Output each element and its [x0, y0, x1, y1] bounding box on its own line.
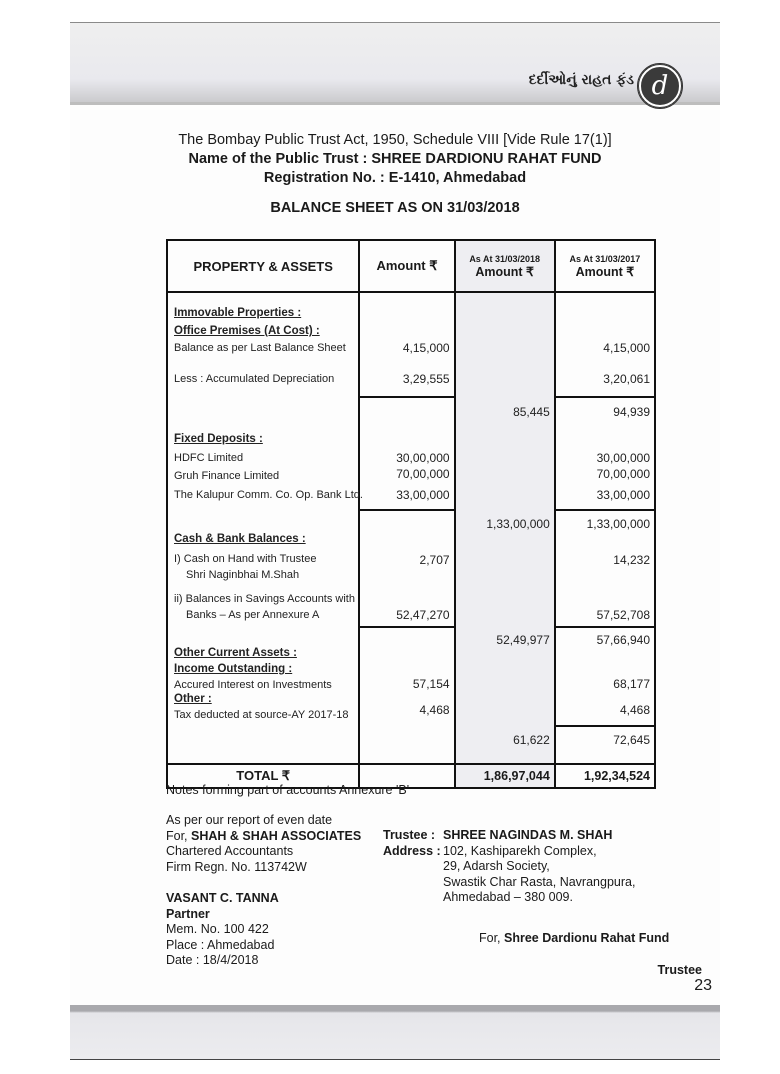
row-label: Less : Accumulated Depreciation [174, 373, 335, 385]
fund-name: Shree Dardionu Rahat Fund [504, 931, 670, 945]
divider [554, 509, 656, 511]
address-line: 29, Adarsh Society, [443, 859, 550, 873]
address-label: Address : [383, 843, 441, 858]
registration-number: Registration No. : E-1410, Ahmedabad [263, 170, 527, 186]
total-label: TOTAL ₹ [167, 764, 359, 788]
row-label: Tax deducted at source-AY 2017-18 [174, 709, 349, 721]
partner-title: Partner [166, 906, 210, 921]
subtotal-prev: 1,33,00,000 [586, 517, 650, 531]
divider [554, 725, 656, 727]
amount-value: 4,15,000 [402, 341, 450, 355]
section-heading-immovable: Immovable Properties : [174, 307, 302, 319]
brand-name: દર્દીઓનું રાહત ફંડ [528, 72, 634, 88]
dardionu-logo-icon [637, 63, 683, 109]
prev-value: 30,00,000 [596, 451, 650, 465]
row-label: Balance as per Last Balance Sheet [174, 342, 346, 354]
column-header-previous: As At 31/03/2017 Amount ₹ [555, 240, 655, 292]
table-header-row [167, 240, 655, 292]
divider [554, 626, 656, 628]
header-band-edge [70, 102, 720, 105]
address-lines [443, 844, 703, 906]
subtotal-prev: 94,939 [613, 405, 650, 419]
row-label-continued: Banks – As per Annexure A [186, 609, 320, 621]
subtotal-current: 52,49,977 [496, 633, 550, 647]
amount-value: 2,707 [419, 553, 450, 567]
row-label: The Kalupur Comm. Co. Op. Bank Ltd. [174, 489, 363, 501]
row-label: I) Cash on Hand with Trustee [174, 553, 317, 565]
divider [358, 626, 455, 628]
logo-glyph: d [639, 65, 681, 107]
prev-value: 33,00,000 [596, 488, 650, 502]
amount-value: 52,47,270 [396, 608, 450, 622]
document-header [70, 131, 720, 216]
header-band [70, 23, 720, 103]
section-heading-other-current: Other Current Assets : [174, 647, 297, 659]
address-line: Swastik Char Rasta, Navrangpura, [443, 874, 636, 889]
section-heading-fixed-deposits: Fixed Deposits : [174, 433, 263, 445]
divider [554, 396, 656, 398]
trust-name: Name of the Public Trust : SHREE DARDIONU RAHAT FUND [188, 151, 602, 167]
trustee-signature-label: Trustee [657, 963, 702, 977]
column-header-amount: Amount ₹ [359, 240, 454, 292]
row-label: Gruh Finance Limited [174, 470, 280, 482]
prev-value: 3,20,061 [603, 372, 650, 386]
act-reference: The Bombay Public Trust Act, 1950, Schedule VIII [Vide Rule 17(1)] [178, 132, 612, 148]
footer-band [70, 1005, 720, 1059]
subheading-office-premises: Office Premises (At Cost) : [174, 325, 320, 337]
report-line: As per our report of even date [166, 813, 333, 827]
previous-year-column [555, 292, 655, 764]
prev-value: 4,15,000 [603, 341, 650, 355]
row-label-continued: Shri Naginbhai M.Shah [186, 569, 300, 581]
amount-value: 4,468 [419, 703, 450, 717]
auditor-designation: Chartered Accountants [166, 844, 294, 858]
auditor-firm-line: For, SHAH & SHAH ASSOCIATES [166, 828, 362, 843]
membership-no: Mem. No. 100 422 [166, 922, 269, 936]
subtotal-prev: 72,645 [613, 733, 650, 747]
subtotal-current: 61,622 [513, 733, 550, 747]
total-previous: 1,92,34,524 [555, 764, 655, 788]
page-title: BALANCE SHEET AS ON 31/03/2018 [270, 200, 520, 216]
column-header-current: As At 31/03/2018 Amount ₹ [455, 240, 555, 292]
table-body-row [167, 292, 655, 764]
amount-value: 3,29,555 [402, 372, 450, 386]
place: Place : Ahmedabad [166, 937, 275, 952]
row-label: ii) Balances in Savings Accounts with [174, 593, 355, 605]
divider [358, 509, 455, 511]
subtotal-prev: 57,66,940 [596, 633, 650, 647]
prev-value: 4,468 [619, 703, 650, 717]
particulars-column [167, 292, 363, 764]
subtotal-current: 85,445 [513, 405, 550, 419]
address-line: Ahmedabad – 380 009. [443, 890, 573, 904]
prev-value: 70,00,000 [596, 467, 650, 481]
column-header-particulars: PROPERTY & ASSETS [167, 240, 359, 292]
partner-name: VASANT C. TANNA [166, 891, 279, 905]
auditor-block [166, 813, 396, 969]
page-number: 23 [694, 977, 712, 994]
prev-value: 68,177 [613, 677, 650, 691]
firm-regn: Firm Regn. No. 113742W [166, 859, 307, 874]
document-page [70, 22, 720, 1060]
section-heading-cash-bank: Cash & Bank Balances : [174, 533, 306, 545]
address-line: 102, Kashiparekh Complex, [443, 843, 597, 858]
row-label: HDFC Limited [174, 452, 244, 464]
divider [358, 396, 455, 398]
balance-sheet-table [166, 239, 656, 789]
amount-value: 33,00,000 [396, 488, 450, 502]
trustee-label: Trustee : [383, 828, 436, 842]
amount-value: 70,00,000 [396, 467, 450, 481]
prev-value: 14,232 [613, 553, 650, 567]
subheading-other: Other : [174, 693, 212, 705]
date: Date : 18/4/2018 [166, 953, 259, 967]
subtotal-current: 1,33,00,000 [486, 517, 550, 531]
amount-value: 57,154 [412, 677, 450, 691]
prev-value: 57,52,708 [596, 608, 650, 622]
amount-value: 30,00,000 [396, 451, 450, 465]
auditor-firm: SHAH & SHAH ASSOCIATES [191, 828, 362, 843]
trustee-block [383, 828, 703, 906]
subheading-income-outstanding: Income Outstanding : [174, 663, 293, 675]
total-current: 1,86,97,044 [455, 764, 555, 788]
for-fund-line: For, Shree Dardionu Rahat Fund [479, 931, 670, 945]
current-year-column [455, 292, 555, 764]
row-label: Accured Interest on Investments [174, 679, 332, 691]
trustee-name: SHREE NAGINDAS M. SHAH [443, 828, 613, 842]
notes-text: Notes forming part of accounts Annexure 'B' [166, 783, 410, 797]
amount-column [359, 292, 454, 764]
